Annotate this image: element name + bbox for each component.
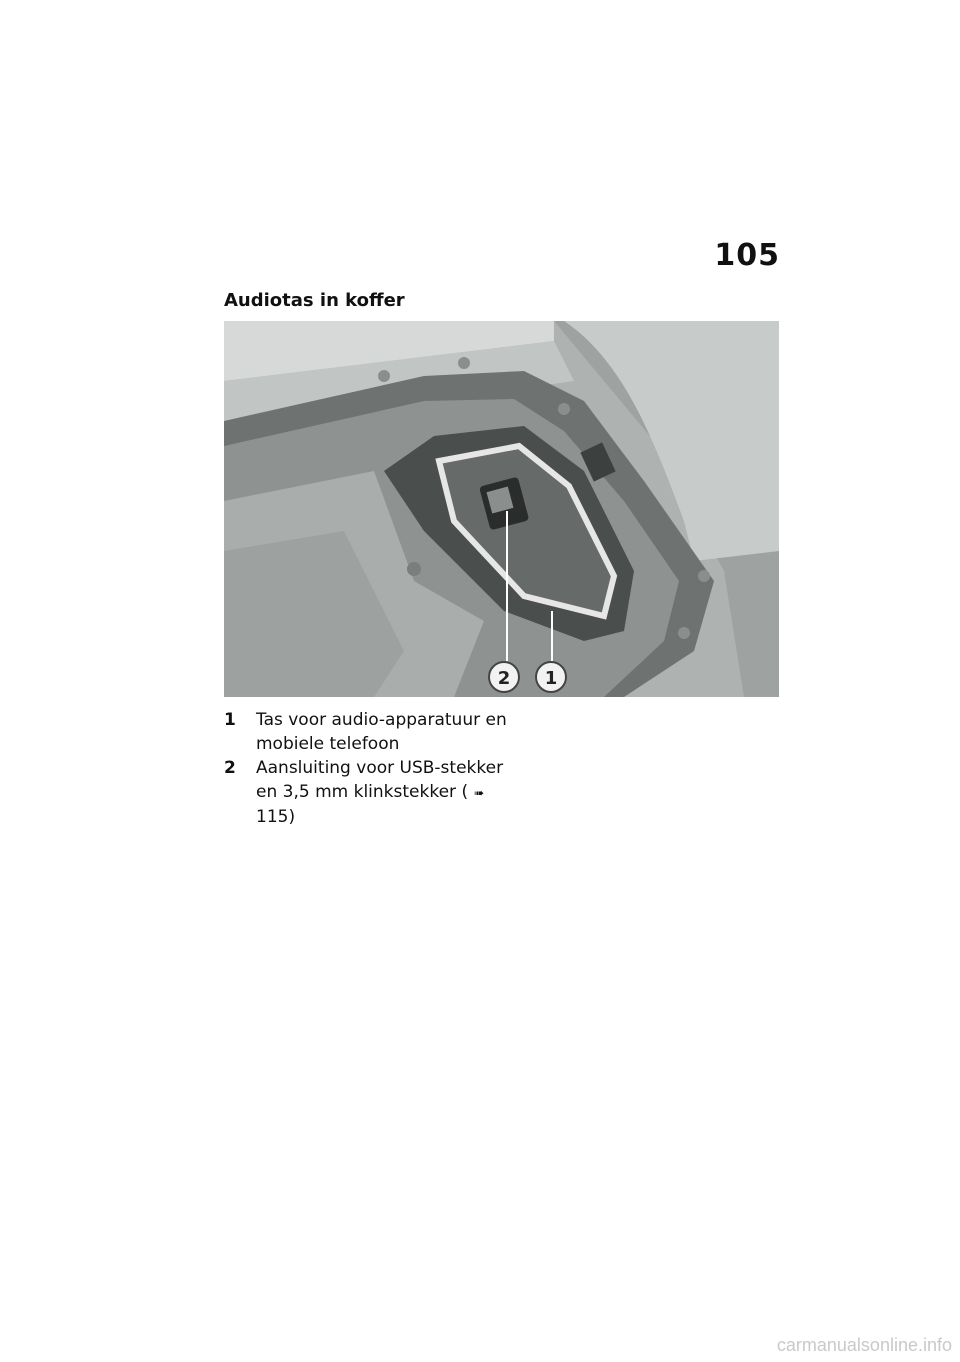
xref-close-paren: ) xyxy=(288,807,296,827)
callout-2 xyxy=(489,662,519,692)
legend-text: Tas voor audio-apparatuur en mobiele telefoon xyxy=(256,710,507,754)
legend-text: Aansluiting voor USB-stekker en 3,5 mm klinkstekker xyxy=(256,758,504,802)
arrow-right-icon: ➠ xyxy=(474,786,485,800)
page-number: 105 xyxy=(714,238,780,273)
legend-item xyxy=(224,708,524,756)
xref-page-number: 115 xyxy=(256,807,289,827)
legend-text-wrapper xyxy=(256,756,524,829)
callout-1-label: 1 xyxy=(544,668,558,689)
case-interior-photo xyxy=(224,321,779,697)
section-title: Audiotas in koffer xyxy=(224,290,405,311)
callout-1 xyxy=(536,662,566,692)
legend-number: 1 xyxy=(224,710,236,730)
callout-2-label: 2 xyxy=(497,668,511,689)
legend-item xyxy=(224,756,524,829)
footer-watermark: carmanualsonline.info xyxy=(776,1335,952,1355)
xref-open-paren: ( xyxy=(461,782,469,802)
legend-number: 2 xyxy=(224,758,236,778)
figure-legend xyxy=(224,708,524,829)
